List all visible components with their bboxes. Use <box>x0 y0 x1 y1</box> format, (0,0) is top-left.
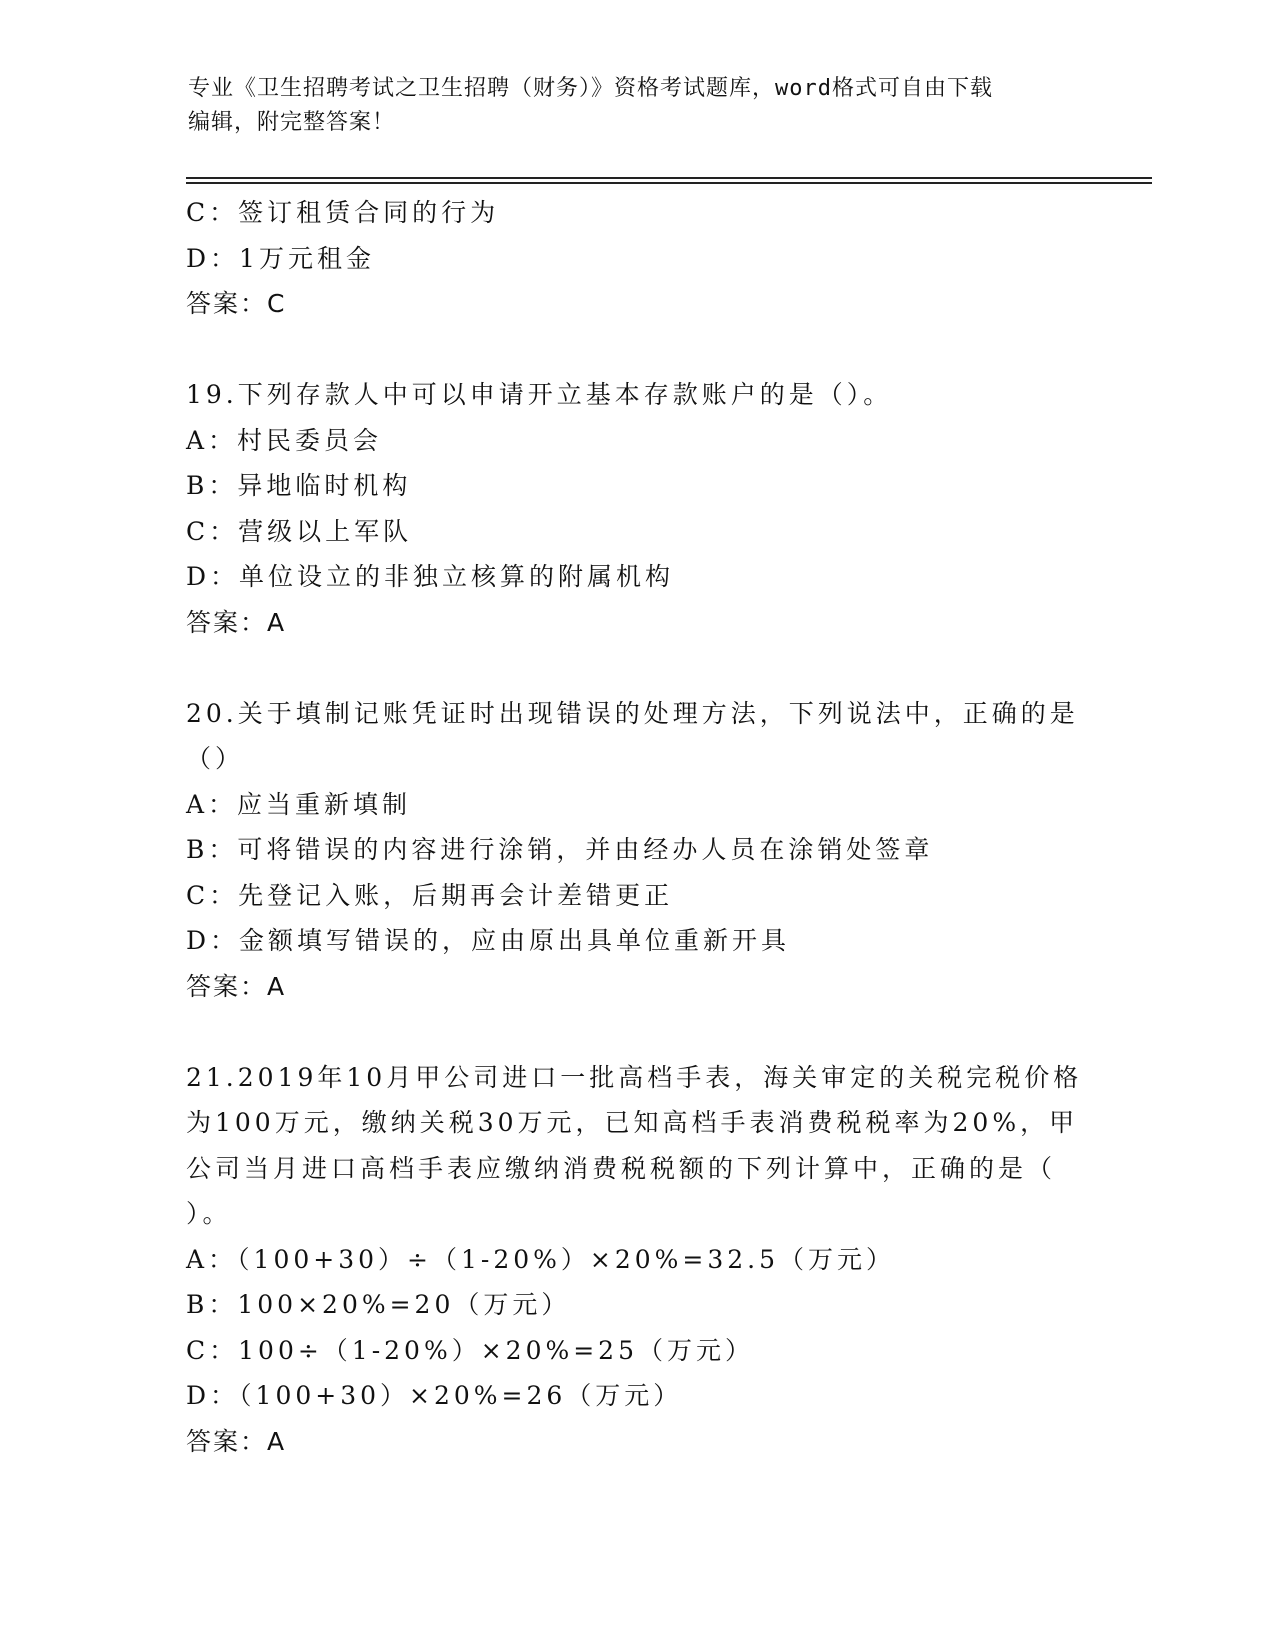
question-21 <box>186 1055 1086 1465</box>
document-header <box>188 72 1088 140</box>
option-c: C：100÷（1-20%）×20%=25（万元） <box>186 1335 754 1365</box>
question-19 <box>186 372 1086 645</box>
option-c: C：先登记入账，后期再会计差错更正 <box>186 880 674 910</box>
option-a: A：村民委员会 <box>186 425 383 455</box>
answer: 答案：C <box>186 289 287 318</box>
question-stem: 21.2019年10月甲公司进口一批高档手表，海关审定的关税完税价格 <box>186 1062 1083 1092</box>
question-stem: 20.关于填制记账凭证时出现错误的处理方法，下列说法中，正确的是 <box>186 698 1079 728</box>
question-18-tail <box>186 190 1086 327</box>
option-b: B：100×20%=20（万元） <box>186 1290 571 1319</box>
header-rule-top <box>186 177 1152 179</box>
answer: 答案：A <box>186 1426 287 1456</box>
option-d: D：金额填写错误的，应由原出具单位重新开具 <box>186 926 791 955</box>
question-body <box>186 190 1086 1464</box>
option-a: A：应当重新填制 <box>186 789 412 819</box>
option-d: D：单位设立的非独立核算的附属机构 <box>186 562 675 591</box>
option-b: B：异地临时机构 <box>186 471 412 500</box>
question-20 <box>186 691 1086 1010</box>
option-d: D：（100+30）×20%=26（万元） <box>186 1381 683 1410</box>
option-a: A：（100+30）÷（1-20%）×20%=32.5（万元） <box>186 1244 896 1274</box>
option-c: C：签订租赁合同的行为 <box>186 198 500 227</box>
header-line-1: 专业《卫生招聘考试之卫生招聘（财务）》资格考试题库，word格式可自由下载 <box>188 76 993 101</box>
question-stem: 19.下列存款人中可以申请开立基本存款账户的是（）。 <box>186 380 893 409</box>
header-line-2: 编辑，附完整答案！ <box>188 110 396 135</box>
question-stem-cont: 公司当月进口高档手表应缴纳消费税税额的下列计算中，正确的是（ <box>186 1153 1057 1183</box>
question-stem-cont: 为100万元，缴纳关税30万元，已知高档手表消费税税率为20%，甲 <box>186 1108 1079 1137</box>
answer: 答案：A <box>186 971 287 1001</box>
answer: 答案：A <box>186 607 287 637</box>
option-c: C：营级以上军队 <box>186 516 413 546</box>
question-stem-cont: （） <box>186 744 245 773</box>
question-stem-cont: ）。 <box>186 1199 232 1228</box>
header-rule-bottom <box>186 182 1152 184</box>
option-b: B：可将错误的内容进行涂销，并由经办人员在涂销处签章 <box>186 835 934 864</box>
option-d: D：1万元租金 <box>186 243 375 273</box>
